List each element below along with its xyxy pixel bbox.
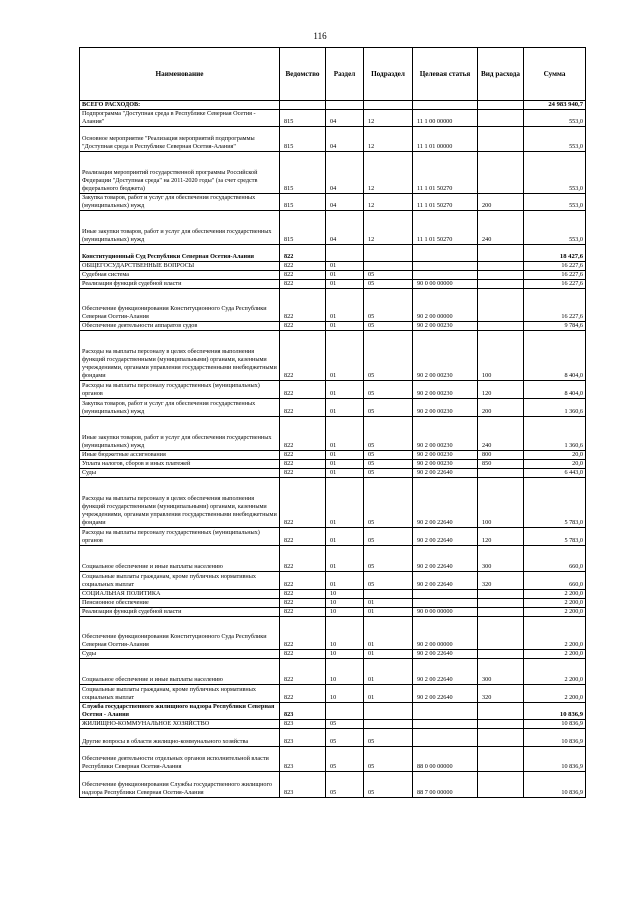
cell-csr: 90 2 00 22640 (413, 469, 478, 478)
table-row (80, 572, 586, 590)
cell-csr: 90 2 00 22640 (413, 650, 478, 659)
cell-ved: 822 (280, 460, 326, 469)
cell-ved: 815 (280, 194, 326, 211)
table-row (80, 659, 586, 685)
cell-ved: 822 (280, 590, 326, 599)
cell-vr: 200 (478, 194, 524, 211)
cell-ved: 822 (280, 650, 326, 659)
cell-sum: 2 200,0 (524, 590, 586, 599)
cell-ved: 822 (280, 289, 326, 322)
cell-csr: 90 2 00 00000 (413, 289, 478, 322)
cell-ved (280, 101, 326, 110)
cell-vr: 320 (478, 572, 524, 590)
cell-csr (413, 245, 478, 262)
cell-ved: 822 (280, 381, 326, 399)
cell-razdel: 01 (326, 280, 364, 289)
cell-name: Расходы на выплаты персоналу в целях обеспечения выполнения функций государственными (муниципальными) органами, казенными учреждениями, органами управления государственными внебюджетными фондами (80, 331, 280, 381)
cell-podrazdel: 05 (364, 572, 413, 590)
cell-csr (413, 590, 478, 599)
table-row (80, 469, 586, 478)
table-row (80, 271, 586, 280)
cell-razdel: 10 (326, 617, 364, 650)
cell-ved: 815 (280, 110, 326, 127)
cell-ved: 822 (280, 617, 326, 650)
cell-razdel: 10 (326, 599, 364, 608)
cell-razdel: 01 (326, 478, 364, 528)
cell-vr (478, 322, 524, 331)
cell-vr: 240 (478, 211, 524, 245)
cell-vr (478, 772, 524, 798)
cell-csr: 88 0 00 00000 (413, 747, 478, 772)
cell-sum: 16 227,6 (524, 289, 586, 322)
cell-razdel (326, 245, 364, 262)
cell-razdel: 01 (326, 262, 364, 271)
cell-name: Реализация мероприятий государственной программы Российской Федерации "Доступная среда" на 2011-2020 годы" (за счет средств федерального бюджета) (80, 152, 280, 194)
cell-sum: 10 836,9 (524, 747, 586, 772)
cell-name: Суды (80, 650, 280, 659)
cell-name: Социальные выплаты гражданам, кроме публичных нормативных социальных выплат (80, 572, 280, 590)
cell-podrazdel: 05 (364, 528, 413, 546)
cell-name: Суды (80, 469, 280, 478)
cell-csr: 90 2 00 22640 (413, 546, 478, 572)
cell-ved: 822 (280, 399, 326, 417)
cell-ved: 822 (280, 245, 326, 262)
cell-podrazdel: 01 (364, 685, 413, 703)
cell-vr (478, 262, 524, 271)
cell-csr: 11 1 00 00000 (413, 110, 478, 127)
cell-ved: 823 (280, 747, 326, 772)
cell-razdel: 10 (326, 590, 364, 599)
cell-razdel: 04 (326, 211, 364, 245)
cell-csr: 90 2 00 22640 (413, 478, 478, 528)
cell-razdel: 10 (326, 608, 364, 617)
table-row (80, 729, 586, 747)
cell-name: Конституционный Суд Республики Северная Осетия-Алания (80, 245, 280, 262)
cell-sum: 2 200,0 (524, 617, 586, 650)
cell-name: Иные закупки товаров, работ и услуг для обеспечения государственных (муниципальных) нужд (80, 211, 280, 245)
cell-sum: 10 836,9 (524, 772, 586, 798)
cell-podrazdel: 05 (364, 280, 413, 289)
cell-vr: 320 (478, 685, 524, 703)
cell-podrazdel: 05 (364, 331, 413, 381)
cell-name: ОБЩЕГОСУДАРСТВЕННЫЕ ВОПРОСЫ (80, 262, 280, 271)
cell-sum: 24 983 940,7 (524, 101, 586, 110)
table-row (80, 608, 586, 617)
cell-sum: 5 783,0 (524, 478, 586, 528)
table-row (80, 703, 586, 720)
cell-sum: 553,0 (524, 211, 586, 245)
cell-ved: 822 (280, 685, 326, 703)
cell-name: Расходы на выплаты персоналу в целях обеспечения выполнения функций государственными (муниципальными) органами, казенными учреждениями, органами управления государственными внебюджетными фондами (80, 478, 280, 528)
cell-razdel: 01 (326, 528, 364, 546)
cell-csr: 11 1 01 50270 (413, 194, 478, 211)
cell-vr (478, 599, 524, 608)
column-header-podrazdel: Подраздел (364, 48, 413, 101)
cell-podrazdel: 05 (364, 478, 413, 528)
table-row (80, 152, 586, 194)
cell-vr: 120 (478, 528, 524, 546)
cell-csr: 90 2 00 22640 (413, 572, 478, 590)
column-header-vr: Вид расхода (478, 48, 524, 101)
table-row (80, 650, 586, 659)
cell-podrazdel: 01 (364, 650, 413, 659)
cell-razdel: 01 (326, 289, 364, 322)
cell-name: Обеспечение деятельности отдельных органов исполнительной власти Республики Северная Осетия-Алания (80, 747, 280, 772)
table-row (80, 478, 586, 528)
cell-csr: 11 1 01 50270 (413, 152, 478, 194)
cell-name: Пенсионное обеспечение (80, 599, 280, 608)
cell-vr (478, 101, 524, 110)
cell-name: Социальное обеспечение и иные выплаты населению (80, 659, 280, 685)
cell-razdel: 10 (326, 659, 364, 685)
cell-vr: 300 (478, 659, 524, 685)
cell-sum: 2 200,0 (524, 685, 586, 703)
cell-podrazdel (364, 262, 413, 271)
cell-sum: 2 200,0 (524, 659, 586, 685)
cell-podrazdel (364, 590, 413, 599)
cell-sum: 20,0 (524, 460, 586, 469)
cell-podrazdel: 05 (364, 399, 413, 417)
cell-csr (413, 101, 478, 110)
cell-ved: 822 (280, 572, 326, 590)
cell-razdel (326, 703, 364, 720)
cell-sum: 16 227,6 (524, 262, 586, 271)
cell-razdel: 04 (326, 194, 364, 211)
cell-ved: 822 (280, 608, 326, 617)
cell-name: Другие вопросы в области жилищно-коммунального хозяйства (80, 729, 280, 747)
table-row (80, 460, 586, 469)
cell-podrazdel: 01 (364, 617, 413, 650)
cell-ved: 822 (280, 478, 326, 528)
cell-podrazdel: 05 (364, 381, 413, 399)
table-row (80, 399, 586, 417)
cell-csr: 90 2 00 00000 (413, 617, 478, 650)
cell-ved: 823 (280, 703, 326, 720)
cell-podrazdel: 05 (364, 451, 413, 460)
cell-sum: 16 227,6 (524, 280, 586, 289)
cell-razdel: 05 (326, 729, 364, 747)
cell-podrazdel (364, 245, 413, 262)
cell-name: Расходы на выплаты персоналу государственных (муниципальных) органов (80, 528, 280, 546)
cell-ved: 815 (280, 211, 326, 245)
cell-csr (413, 703, 478, 720)
cell-podrazdel: 12 (364, 127, 413, 152)
cell-sum: 10 836,9 (524, 720, 586, 729)
cell-razdel: 01 (326, 417, 364, 451)
table-row (80, 211, 586, 245)
cell-podrazdel: 05 (364, 546, 413, 572)
cell-name: Расходы на выплаты персоналу государственных (муниципальных) органов (80, 381, 280, 399)
cell-vr: 850 (478, 460, 524, 469)
cell-csr: 90 2 00 00230 (413, 417, 478, 451)
cell-csr: 90 2 00 22640 (413, 528, 478, 546)
cell-ved: 823 (280, 720, 326, 729)
cell-ved: 822 (280, 599, 326, 608)
cell-vr (478, 608, 524, 617)
table-row (80, 262, 586, 271)
cell-sum: 20,0 (524, 451, 586, 460)
cell-podrazdel (364, 720, 413, 729)
column-header-ved: Ведомство (280, 48, 326, 101)
cell-ved: 822 (280, 528, 326, 546)
budget-table (79, 47, 586, 798)
cell-podrazdel: 12 (364, 152, 413, 194)
cell-ved: 822 (280, 331, 326, 381)
table-row (80, 528, 586, 546)
cell-name: Обеспечение функционирования Конституционного Суда Республики Северная Осетия-Алания (80, 289, 280, 322)
column-header-name: Наименование (80, 48, 280, 101)
cell-name: Судебная система (80, 271, 280, 280)
cell-vr (478, 617, 524, 650)
cell-csr (413, 720, 478, 729)
cell-vr (478, 152, 524, 194)
cell-ved: 815 (280, 152, 326, 194)
cell-sum: 2 200,0 (524, 599, 586, 608)
cell-sum: 553,0 (524, 110, 586, 127)
cell-csr: 90 0 00 00000 (413, 280, 478, 289)
table-row (80, 110, 586, 127)
cell-name: Закупка товаров, работ и услуг для обеспечения государственных (муниципальных) нужд (80, 399, 280, 417)
cell-razdel: 01 (326, 322, 364, 331)
cell-name: Служба государственного жилищного надзора Республики Северная Осетия - Алания (80, 703, 280, 720)
cell-vr: 300 (478, 546, 524, 572)
cell-csr: 90 2 00 22640 (413, 659, 478, 685)
cell-razdel: 01 (326, 331, 364, 381)
table-row (80, 322, 586, 331)
cell-podrazdel: 05 (364, 772, 413, 798)
column-header-sum: Сумма (524, 48, 586, 101)
cell-sum: 553,0 (524, 194, 586, 211)
cell-sum: 10 836,9 (524, 729, 586, 747)
cell-csr: 90 2 00 00230 (413, 331, 478, 381)
cell-podrazdel: 05 (364, 289, 413, 322)
cell-razdel: 05 (326, 747, 364, 772)
cell-razdel: 01 (326, 381, 364, 399)
cell-csr: 11 1 01 00000 (413, 127, 478, 152)
cell-csr (413, 729, 478, 747)
cell-vr: 200 (478, 399, 524, 417)
cell-vr: 240 (478, 417, 524, 451)
cell-razdel: 04 (326, 152, 364, 194)
cell-name: Обеспечение функционирования Службы государственного жилищного надзора Республики Северная Осетия-Алания (80, 772, 280, 798)
cell-name: Социальные выплаты гражданам, кроме публичных нормативных социальных выплат (80, 685, 280, 703)
cell-vr: 100 (478, 331, 524, 381)
cell-name: СОЦИАЛЬНАЯ ПОЛИТИКА (80, 590, 280, 599)
cell-csr: 90 2 00 00230 (413, 460, 478, 469)
cell-name: Уплата налогов, сборов и иных платежей (80, 460, 280, 469)
cell-podrazdel: 12 (364, 211, 413, 245)
cell-csr: 11 1 01 50270 (413, 211, 478, 245)
cell-ved: 822 (280, 262, 326, 271)
cell-sum: 16 227,6 (524, 271, 586, 280)
cell-podrazdel: 05 (364, 417, 413, 451)
table-row (80, 194, 586, 211)
cell-razdel: 01 (326, 271, 364, 280)
cell-podrazdel (364, 703, 413, 720)
cell-csr: 90 2 00 00230 (413, 381, 478, 399)
table-row (80, 720, 586, 729)
cell-csr: 90 0 00 00000 (413, 608, 478, 617)
cell-razdel (326, 101, 364, 110)
cell-name: Основное мероприятие "Реализация мероприятий подпрограммы "Доступная среда в Республике Северная Осетия-Алания" (80, 127, 280, 152)
table-row (80, 772, 586, 798)
cell-name: Реализация функций судебной власти (80, 608, 280, 617)
cell-vr (478, 729, 524, 747)
cell-sum: 1 360,6 (524, 399, 586, 417)
cell-sum: 8 404,0 (524, 381, 586, 399)
table-row (80, 685, 586, 703)
cell-ved: 822 (280, 451, 326, 460)
cell-csr (413, 271, 478, 280)
table-row (80, 590, 586, 599)
table-row (80, 127, 586, 152)
cell-razdel: 01 (326, 460, 364, 469)
cell-name: Иные закупки товаров, работ и услуг для обеспечения государственных (муниципальных) нужд (80, 417, 280, 451)
cell-podrazdel: 01 (364, 659, 413, 685)
cell-name: Обеспечение функционирования Конституционного Суда Республики Северная Осетия-Алания (80, 617, 280, 650)
cell-vr: 100 (478, 478, 524, 528)
cell-name: Реализация функций судебной власти (80, 280, 280, 289)
table-body (80, 101, 586, 798)
cell-sum: 6 443,0 (524, 469, 586, 478)
cell-sum: 660,0 (524, 546, 586, 572)
cell-razdel: 04 (326, 127, 364, 152)
cell-razdel: 01 (326, 399, 364, 417)
cell-vr (478, 280, 524, 289)
cell-podrazdel: 01 (364, 599, 413, 608)
cell-vr (478, 110, 524, 127)
cell-podrazdel: 05 (364, 322, 413, 331)
cell-sum: 9 784,6 (524, 322, 586, 331)
cell-razdel: 10 (326, 685, 364, 703)
cell-name: Подпрограмма "Доступная среда в Республике Северная Осетия - Алания" (80, 110, 280, 127)
page-number: 116 (313, 31, 327, 41)
cell-sum: 8 404,0 (524, 331, 586, 381)
table-header-row (80, 48, 586, 101)
cell-vr (478, 703, 524, 720)
cell-csr (413, 599, 478, 608)
table-row (80, 451, 586, 460)
cell-sum: 18 427,6 (524, 245, 586, 262)
cell-vr (478, 747, 524, 772)
cell-podrazdel (364, 101, 413, 110)
cell-ved: 823 (280, 772, 326, 798)
cell-razdel: 01 (326, 546, 364, 572)
cell-vr (478, 590, 524, 599)
cell-vr (478, 469, 524, 478)
cell-vr (478, 127, 524, 152)
cell-name: Закупка товаров, работ и услуг для обеспечения государственных (муниципальных) нужд (80, 194, 280, 211)
cell-razdel: 01 (326, 469, 364, 478)
cell-podrazdel: 01 (364, 608, 413, 617)
table-row (80, 101, 586, 110)
cell-podrazdel: 05 (364, 271, 413, 280)
cell-razdel: 01 (326, 451, 364, 460)
cell-sum: 660,0 (524, 572, 586, 590)
cell-csr: 90 2 00 00230 (413, 322, 478, 331)
cell-name: Социальное обеспечение и иные выплаты населению (80, 546, 280, 572)
cell-razdel: 05 (326, 772, 364, 798)
cell-ved: 822 (280, 322, 326, 331)
cell-podrazdel: 05 (364, 729, 413, 747)
cell-ved: 822 (280, 546, 326, 572)
table-row (80, 280, 586, 289)
cell-name: ВСЕГО РАСХОДОВ: (80, 101, 280, 110)
cell-ved: 822 (280, 659, 326, 685)
table-row (80, 417, 586, 451)
cell-csr: 90 2 00 00230 (413, 399, 478, 417)
cell-podrazdel: 12 (364, 110, 413, 127)
cell-razdel: 10 (326, 650, 364, 659)
table-row (80, 245, 586, 262)
cell-podrazdel: 05 (364, 469, 413, 478)
cell-podrazdel: 12 (364, 194, 413, 211)
cell-csr (413, 262, 478, 271)
cell-ved: 822 (280, 271, 326, 280)
cell-name: Иные бюджетные ассигнования (80, 451, 280, 460)
cell-razdel: 01 (326, 572, 364, 590)
cell-vr (478, 245, 524, 262)
cell-sum: 553,0 (524, 127, 586, 152)
cell-sum: 2 200,0 (524, 608, 586, 617)
table-row (80, 381, 586, 399)
cell-razdel: 04 (326, 110, 364, 127)
table-row (80, 331, 586, 381)
table-row (80, 599, 586, 608)
cell-csr: 90 2 00 00230 (413, 451, 478, 460)
cell-razdel: 05 (326, 720, 364, 729)
cell-podrazdel: 05 (364, 747, 413, 772)
cell-csr: 90 2 00 22640 (413, 685, 478, 703)
cell-ved: 823 (280, 729, 326, 747)
cell-ved: 822 (280, 469, 326, 478)
table-row (80, 617, 586, 650)
cell-csr: 88 7 00 00000 (413, 772, 478, 798)
cell-ved: 815 (280, 127, 326, 152)
cell-sum: 5 783,0 (524, 528, 586, 546)
cell-ved: 822 (280, 417, 326, 451)
cell-vr (478, 289, 524, 322)
table-row (80, 289, 586, 322)
cell-vr (478, 271, 524, 280)
cell-name: Обеспечение деятельности аппаратов судов (80, 322, 280, 331)
table-row (80, 546, 586, 572)
cell-podrazdel: 05 (364, 460, 413, 469)
cell-name: ЖИЛИЩНО-КОММУНАЛЬНОЕ ХОЗЯЙСТВО (80, 720, 280, 729)
column-header-razdel: Раздел (326, 48, 364, 101)
table-row (80, 747, 586, 772)
cell-sum: 2 200,0 (524, 650, 586, 659)
cell-vr (478, 650, 524, 659)
cell-sum: 1 360,6 (524, 417, 586, 451)
cell-vr (478, 720, 524, 729)
cell-sum: 10 836,9 (524, 703, 586, 720)
cell-ved: 822 (280, 280, 326, 289)
column-header-csr: Целевая статья (413, 48, 478, 101)
cell-vr: 120 (478, 381, 524, 399)
cell-sum: 553,0 (524, 152, 586, 194)
cell-vr: 800 (478, 451, 524, 460)
